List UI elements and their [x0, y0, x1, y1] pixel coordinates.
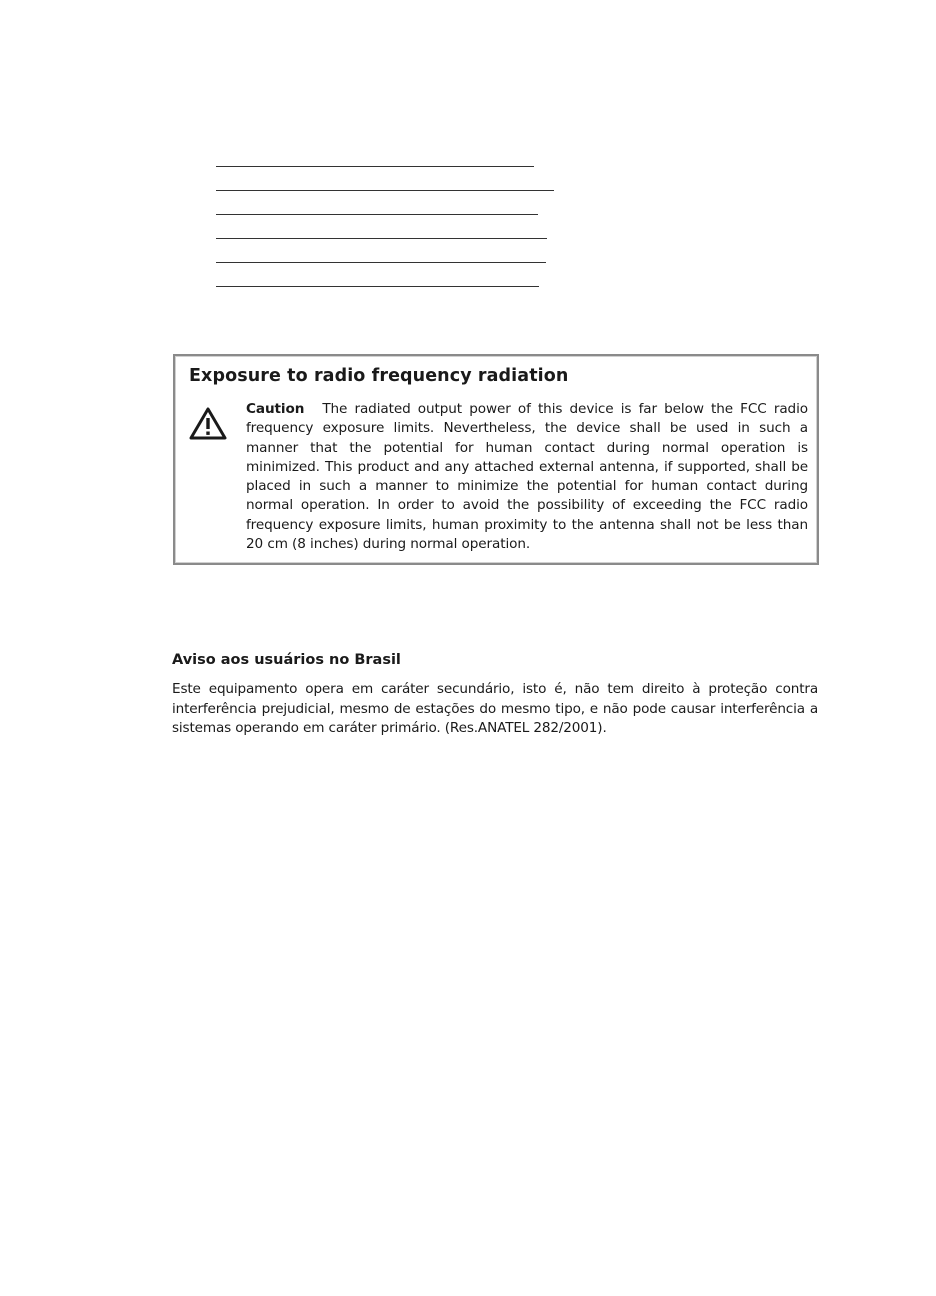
brazil-notice-title: Aviso aos usuários no Brasil — [172, 652, 401, 668]
warning-triangle-icon — [189, 406, 227, 440]
blank-line — [216, 262, 546, 263]
caution-label: Caution — [246, 401, 305, 417]
brazil-notice-text: Este equipamento opera em caráter secundário, isto é, não tem direito à proteção contra interferência prejudicial, mesmo de estações do mesmo tipo, e não pode causar interferência a sistemas operando em caráter primário. (Res.ANATEL 282/2001). — [172, 681, 818, 736]
blank-line — [216, 166, 534, 167]
blank-line — [216, 214, 538, 215]
rf-exposure-notice — [173, 354, 819, 565]
rf-exposure-title: Exposure to radio frequency radiation — [189, 366, 569, 386]
rf-exposure-body — [246, 400, 808, 554]
blank-line — [216, 286, 539, 287]
blank-line — [216, 190, 554, 191]
caution-text: The radiated output power of this device is far below the FCC radio frequency exposure limits. Nevertheless, the device shall be used in such a manner that the potential for human contact during normal operation is minimized. This product and any attached external antenna, if supported, shall be placed in such a manner to minimize the potential for human contact during normal operation. In order to avoid the possibility of exceeding the FCC radio frequency exposure limits, human proximity to the antenna shall not be less than 20 cm (8 inches) during normal operation. — [246, 401, 808, 553]
blank-line — [216, 238, 547, 239]
